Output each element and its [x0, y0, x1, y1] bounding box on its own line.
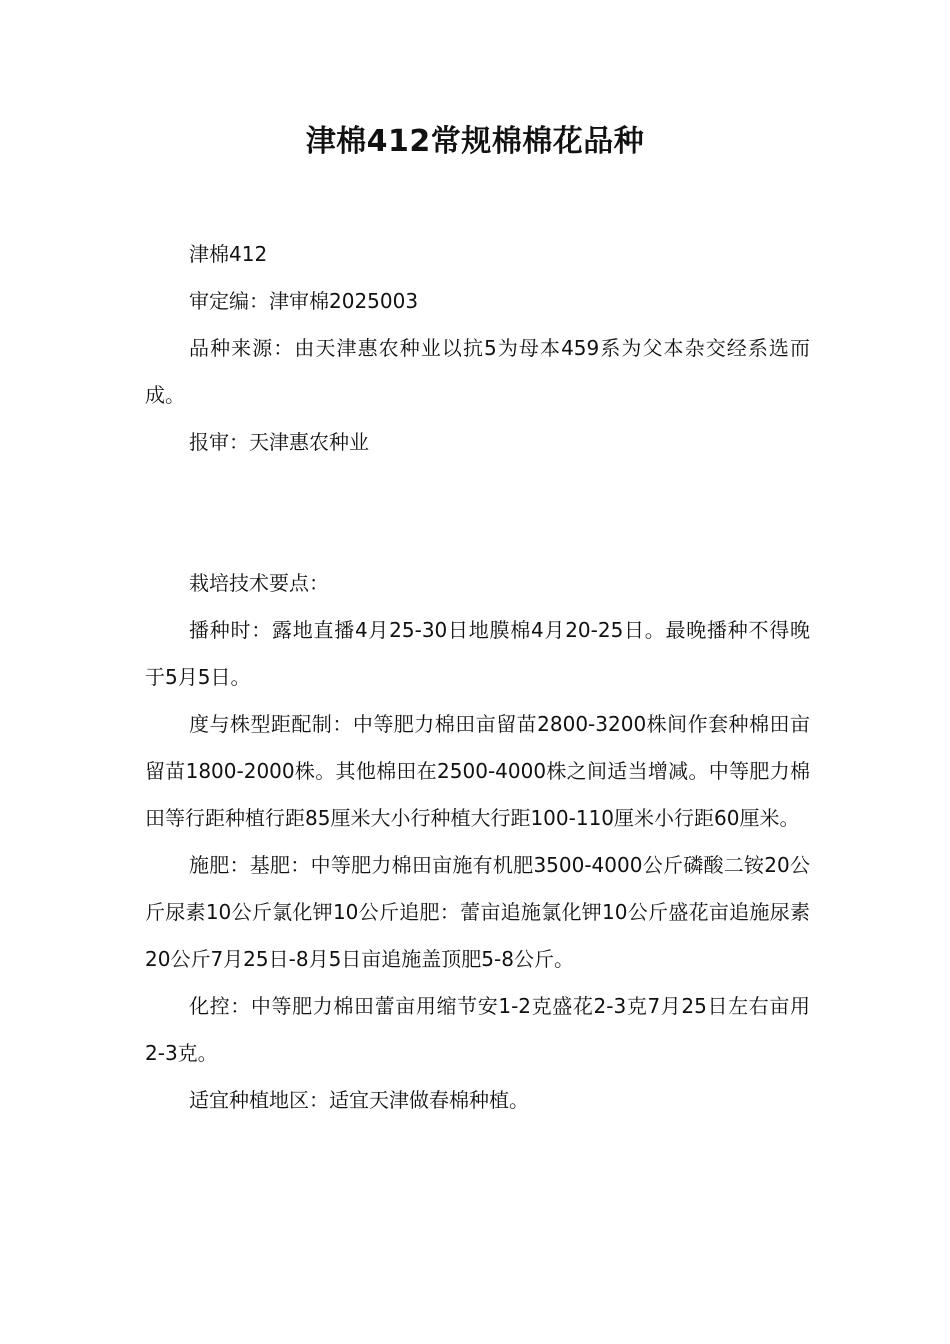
applicant: 报审：天津惠农种业 — [189, 430, 369, 454]
section-gap — [145, 466, 810, 560]
fertilization: 施肥：基肥：中等肥力棉田亩施有机肥3500-4000公斤磷酸二铵20公斤尿素10公斤氯化钾10公斤追肥：蕾亩追施氯化钾10公斤盛花亩追施尿素20公斤7月25日-8月5日亩追施盖顶肥5-8公斤。 — [145, 853, 810, 971]
variety-source: 品种来源：由天津惠农种业以抗5为母本459系为父本杂交经系选而成。 — [145, 336, 810, 407]
chemical-control: 化控：中等肥力棉田蕾亩用缩节安1-2克盛花2-3克7月25日左右亩用2-3克。 — [145, 994, 810, 1065]
document-body — [145, 231, 810, 1124]
suitable-region: 适宜种植地区：适宜天津做春棉种植。 — [189, 1088, 529, 1112]
cultivation-heading: 栽培技术要点： — [189, 571, 329, 595]
planting-density: 度与株型距配制：中等肥力棉田亩留苗2800-3200株间作套种棉田亩留苗1800-2000株。其他棉田在2500-4000株之间适当增减。中等肥力棉田等行距种植行距85厘米大小行种植大行距100-110厘米小行距60厘米。 — [145, 712, 810, 830]
approval-number: 审定编：津审棉2025003 — [189, 289, 419, 313]
sowing-time: 播种时：露地直播4月25-30日地膜棉4月20-25日。最晚播种不得晚于5月5日。 — [145, 618, 810, 689]
variety-name: 津棉412 — [189, 242, 268, 266]
document-title: 津棉412常规棉棉花品种 — [305, 124, 645, 159]
